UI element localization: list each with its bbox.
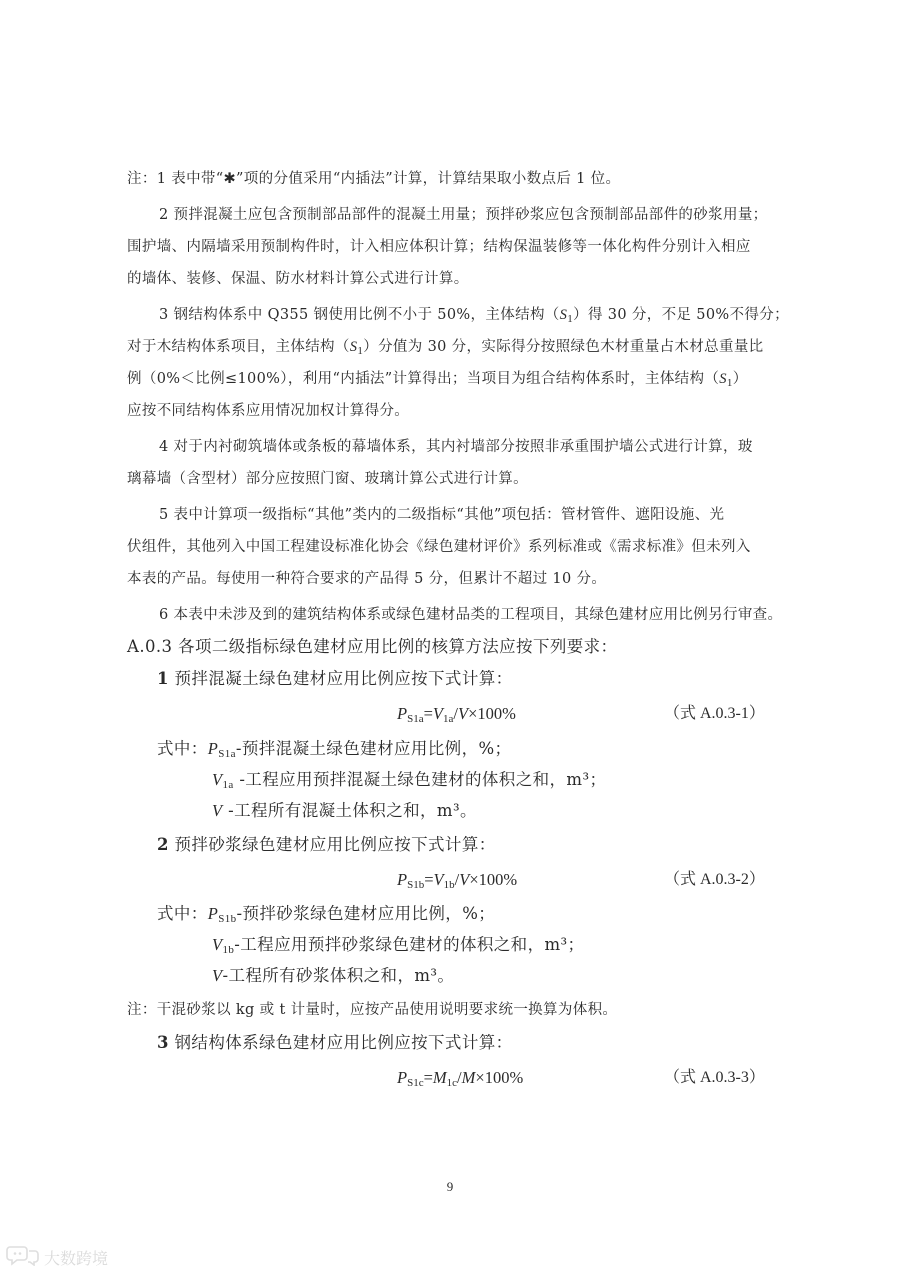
item-1-title [157,671,513,688]
note-3-line-1-b: ）得 30 分，不足 50%不得分； [573,307,789,323]
chat-bubble-logo-icon [6,1244,40,1270]
item-2-where-3: V-工程所有砂浆体积之和，m³。 [212,966,455,985]
item-2-note: 注：干混砂浆以 kg 或 t 计量时，应按产品使用说明要求统一换算为体积。 [127,1002,618,1018]
note-3-line-4: 应按不同结构体系应用情况加权计算得分。 [127,403,410,419]
note-5-line-2: 伏组件，其他列入中国工程建设标准化协会《绿色建材评价》系列标准或《需求标准》但未列入 [127,539,751,555]
watermark [6,1244,108,1270]
note-4-line-1: 4 对于内衬砌筑墙体或条板的幕墙体系，其内衬墙部分按照非承重围护墙公式进行计算，玻 [159,439,753,455]
symbol-s1: $S_1$ [719,371,733,389]
item-2-where-1: 式中：$P_{S1b}-$预拌砂浆绿色建材应用比例，%； [157,904,496,925]
formula-2: $P_{S1b}=V_{1b}/V\times 100\%$ [397,870,518,891]
note-3-line-3-b: ） [732,371,748,387]
note-6: 6 本表中未涉及到的建筑结构体系或绿色建材品类的工程项目，其绿色建材应用比例另行审查。 [159,607,783,623]
equation-number-1: （式 A.0.3-1） [664,705,765,722]
item-1-number: 1 [157,669,169,688]
note-5-line-1: 5 表中计算项一级指标“其他”类内的二级指标“其他”项包括：管材管件、遮阳设施、光 [159,507,725,523]
note-3-line-3 [127,372,748,387]
note-2-line-2: 围护墙、内隔墙采用预制构件时，计入相应体积计算；结构保温装修等一体化构件分别计入相应 [127,239,751,255]
note-1: 注：1 表中带“✱”项的分值采用“内插法”计算，计算结果取小数点后 1 位。 [127,171,621,187]
item-3-number: 3 [157,1033,169,1052]
item-1-where-1: 式中：$P_{S1a}-$预拌混凝土绿色建材应用比例，%； [157,739,512,760]
item-1-text: 预拌混凝土绿色建材应用比例应按下式计算： [168,669,513,688]
note-3-line-2 [127,340,764,355]
item-2-title [157,837,496,854]
formula-1: $P_{S1a}=V_{1a}/V\times 100\%$ [397,704,516,725]
watermark-text: 大数跨境 [44,1248,109,1268]
formula-3: $P_{S1c}=M_{1c}/M\times 100\%$ [397,1068,524,1089]
symbol-s1: $S_1$ [559,307,574,325]
note-3-line-1-a: 3 钢结构体系中 Q355 钢使用比例不小于 50%，主体结构（ [159,307,560,323]
item-3-text: 钢结构体系绿色建材应用比例应按下式计算： [168,1033,513,1052]
item-1-where-2: $V_{1a}$ -工程应用预拌混凝土绿色建材的体积之和，m³； [212,770,607,791]
equation-number-2: （式 A.0.3-2） [664,871,765,888]
item-3-title [157,1035,513,1052]
item-1-where-3: V -工程所有混凝土体积之和，m³。 [212,801,477,820]
note-3-line-2-a: 对于木结构体系项目，主体结构（ [127,339,350,355]
note-3-line-1 [159,308,789,323]
note-2-line-3: 的墙体、装修、保温、防水材料计算公式进行计算。 [127,271,469,287]
item-2-number: 2 [157,835,169,854]
note-5-line-3: 本表的产品。每使用一种符合要求的产品得 5 分，但累计不超过 10 分。 [127,571,607,587]
page-number: 9 [446,1179,454,1194]
note-3-line-3-a: 例（0%＜比例≤100%），利用“内插法”计算得出；当项目为组合结构体系时，主体结构（ [127,371,720,387]
note-4-line-2: 璃幕墙（含型材）部分应按照门窗、玻璃计算公式进行计算。 [127,471,528,487]
section-heading: A.0.3 各项二级指标绿色建材应用比例的核算方法应按下列要求： [127,637,618,656]
item-2-where-2: $V_{1b}-$工程应用预拌砂浆绿色建材的体积之和，m³； [212,935,585,956]
symbol-s1: $S_1$ [349,339,364,357]
note-2-line-1: 2 预拌混凝土应包含预制部品部件的混凝土用量；预拌砂浆应包含预制部品部件的砂浆用量； [159,207,768,223]
equation-number-3: （式 A.0.3-3） [664,1069,765,1086]
item-2-text: 预拌砂浆绿色建材应用比例应按下式计算： [168,835,496,854]
note-3-line-2-b: ）分值为 30 分，实际得分按照绿色木材重量占木材总重量比 [363,339,764,355]
